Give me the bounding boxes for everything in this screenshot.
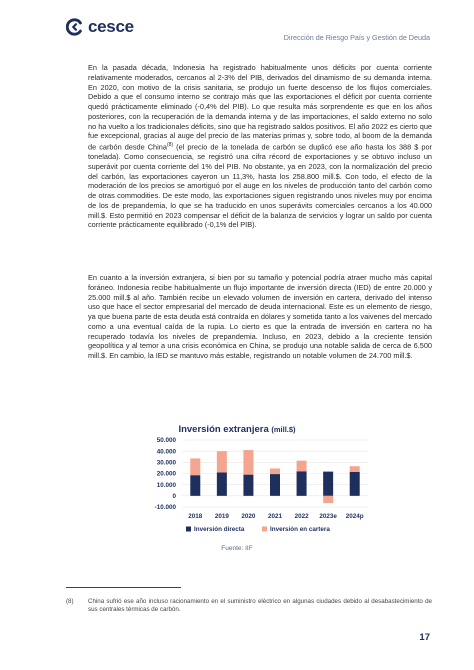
legend-label-direct: Inversión directa: [194, 526, 245, 533]
footnote-divider: [66, 587, 181, 588]
bar-direct-investment: [323, 472, 333, 496]
legend-label-portfolio: Inversión en cartera: [270, 526, 330, 533]
logo-text: cesce: [88, 17, 134, 36]
bar-portfolio-investment: [270, 468, 280, 474]
y-tick-label: 20.000: [156, 470, 176, 478]
cesce-logo-icon: [66, 18, 84, 36]
x-tick-label: 2024p: [345, 513, 364, 520]
bar-portfolio-investment: [190, 458, 200, 475]
x-tick-label: 2023e: [319, 513, 337, 520]
x-tick-label: 2018: [188, 513, 203, 520]
footnote-ref: (8): [166, 142, 174, 148]
y-tick-label: 0: [172, 493, 176, 501]
y-tick-label: 30.000: [156, 459, 176, 467]
foreign-investment-chart: [142, 434, 372, 540]
cesce-logo: [66, 17, 134, 37]
bar-direct-investment: [297, 471, 307, 496]
bar-direct-investment: [243, 475, 253, 496]
bar-portfolio-investment: [217, 451, 227, 472]
x-tick-label: 2022: [294, 513, 309, 520]
body-paragraph-2: En cuanto a la inversión extranjera, si bien por su tamaño y potencial podría atraer mucho más capital foráneo. Indonesia recibe habitualmente un flujo importante de inversión directa (IED) de entre 20.000 y 25.000 mill.$ al año. También recibe un elevado volumen de inversión en cartera, derivado del intenso uso que hace el sector empresarial del mercado de deuda internacional. Este es un elemento de riesgo, ya que buena parte de esta deuda está contraída en dólares y sometida tanto a los vaivenes del mercado como a una eventual caída de la rupia. Lo cierto es que la entrada de inversión en cartera no ha recuperado todavía los niveles de prepandemia. Incluso, en 2023, debido a la creciente tensión geopolítica y al temor a una crisis económica en China, se produjo una notable salida de cerca de 6.500 mill.$. En cambio, la IED se mantuvo más estable, registrando un notable volumen de 24.700 mill.$.: [88, 273, 432, 360]
x-tick-label: 2020: [241, 513, 256, 520]
chart-source: Fuente: IIF: [221, 545, 253, 552]
paragraph-1a: En la pasada década, Indonesia ha registrado habitualmente unos déficits por cuenta corriente relativamente moderados, cercanos al 2-3% del PIB, derivados del dinamismo de su demanda interna. En 2020, con motivo de la crisis sanitaria, se produjo un fuerte descenso de los flujos comerciales. Debido a que el consumo interno se contrajo más que las exportaciones el déficit por cuenta corriente quedó prácticamente eliminado (-0,4% del PIB). Lo que resulta más sorprendente es que en los años posteriores, con la recuperación de la demanda interna y de las importaciones, el saldo externo no solo no ha vuelto a los tradicionales déficits, sino que ha registrado saldos positivos. El año 2022 es cierto que fue excepcional, gracias al auge del precio de las materias primas y, sobre todo, al boom de la demanda de carbón desde China: [88, 63, 432, 152]
bar-portfolio-investment: [350, 466, 360, 472]
chart-title-text: Inversión extranjera: [178, 424, 269, 435]
body-paragraph-1: [88, 63, 432, 230]
y-tick-label: 10.000: [156, 481, 176, 489]
page-number: 17: [419, 632, 430, 643]
legend-swatch-portfolio: [262, 527, 267, 532]
bar-direct-investment: [217, 472, 227, 495]
bar-direct-investment: [350, 472, 360, 496]
bar-direct-investment: [270, 474, 280, 496]
bar-portfolio-investment: [243, 450, 253, 475]
section-title: Dirección de Riesgo País y Gestión de Deuda: [283, 33, 430, 42]
y-tick-label: -10.000: [154, 504, 176, 512]
x-tick-label: 2019: [214, 513, 229, 520]
paragraph-1b: (el precio de la tonelada de carbón se duplicó ese año hasta los 388 $ por tonelada). Como consecuencia, se registró una cifra récord de exportaciones y se obtuvo incluso un superávit por cuenta corriente del 1% del PIB. No obstante, ya en 2023, con la normalización del precio del carbón, las exportaciones cayeron un 11,3%, hasta los 258.800 mill.$. Con todo, el efecto de la moderación de los precios se amortiguó por el auge en los niveles de producción tanto del carbón como de otras commodities. De este modo, las exportaciones siguen registrando unos niveles muy por encima de los de prepandemia, lo que se ha traducido en unos superávits comerciales cercanos a los 40.000 mill.$. Esto permitió en 2023 compensar el déficit de la balanza de servicios y lograr un saldo por cuenta corriente prácticamente equilibrado (-0,1% del PIB).: [88, 142, 432, 230]
y-tick-label: 40.000: [156, 448, 176, 456]
chart-title-unit: (mill.$): [271, 425, 296, 434]
legend-swatch-direct: [186, 527, 191, 532]
bar-direct-investment: [190, 475, 200, 496]
bar-portfolio-investment: [323, 496, 333, 503]
footnote-text: China sufrió ese año incluso racionamiento en el suministro eléctrico en algunas ciudades debido al desabastecimiento de sus centrales térmicas de carbón.: [88, 598, 432, 614]
bar-portfolio-investment: [297, 461, 307, 472]
y-tick-label: 50.000: [156, 437, 176, 445]
footnote: [66, 598, 432, 614]
x-tick-label: 2021: [267, 513, 283, 520]
footnote-number: (8): [66, 598, 74, 605]
